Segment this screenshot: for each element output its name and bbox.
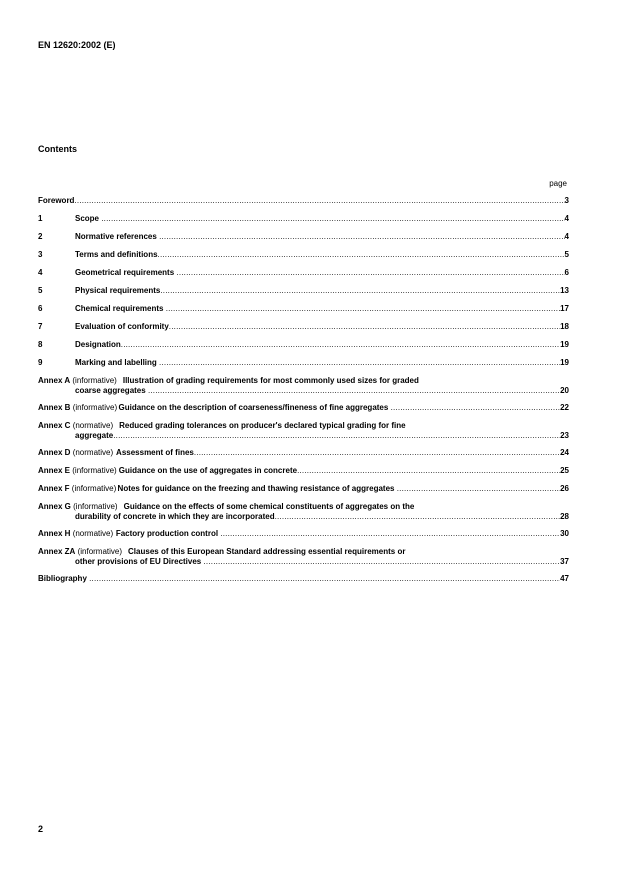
toc-entry-marking-and-labelling[interactable] bbox=[38, 358, 569, 368]
toc-entry-scope[interactable] bbox=[38, 214, 569, 224]
toc-number: 6 bbox=[38, 304, 43, 313]
toc-number: 4 bbox=[38, 268, 43, 277]
toc-page: 22 bbox=[560, 403, 569, 412]
toc-page: 26 bbox=[560, 484, 569, 493]
toc-number: 9 bbox=[38, 358, 43, 367]
toc-title-continuation: coarse aggregates bbox=[75, 386, 146, 395]
toc-page: 37 bbox=[560, 557, 569, 566]
annex-label: Annex D bbox=[38, 448, 71, 457]
toc-title: Assessment of fines bbox=[116, 448, 194, 457]
toc-page: 30 bbox=[560, 529, 569, 538]
toc-label: Bibliography bbox=[38, 574, 87, 583]
toc-page: 24 bbox=[560, 448, 569, 457]
toc-page: 6 bbox=[564, 268, 569, 277]
dot-leader bbox=[194, 448, 560, 458]
toc-entry-annex-b[interactable] bbox=[38, 403, 569, 413]
toc-number: 8 bbox=[38, 340, 43, 349]
toc-page: 25 bbox=[560, 466, 569, 475]
toc-title: Physical requirements bbox=[75, 286, 161, 295]
toc-title: Illustration of grading requirements for most commonly used sizes for graded bbox=[122, 376, 419, 385]
toc-page: 47 bbox=[560, 574, 569, 583]
toc-page: 23 bbox=[560, 431, 569, 440]
annex-label: Annex F bbox=[38, 484, 70, 493]
document-header: EN 12620:2002 (E) bbox=[38, 40, 116, 50]
toc-title: Clauses of this European Standard addressing essential requirements or bbox=[128, 547, 406, 556]
dot-leader bbox=[176, 268, 564, 278]
toc-page: 5 bbox=[564, 250, 569, 259]
annex-label: Annex A bbox=[38, 376, 71, 385]
contents-title: Contents bbox=[38, 144, 77, 154]
toc-entry-annex-za[interactable] bbox=[38, 547, 569, 567]
toc-entry-chemical-requirements[interactable] bbox=[38, 304, 569, 314]
dot-leader bbox=[160, 286, 560, 296]
toc-entry-annex-h[interactable] bbox=[38, 529, 569, 539]
toc-title: Notes for guidance on the freezing and thawing resistance of aggregates bbox=[117, 484, 395, 493]
annex-kind: (normative) bbox=[72, 421, 114, 430]
toc-number: 2 bbox=[38, 232, 43, 241]
toc-entry-annex-d[interactable] bbox=[38, 448, 569, 458]
dot-leader bbox=[166, 304, 560, 314]
dot-leader bbox=[148, 386, 560, 396]
annex-label: Annex C bbox=[38, 421, 71, 430]
annex-kind: (informative) bbox=[77, 547, 123, 556]
toc-entry-normative-references[interactable] bbox=[38, 232, 569, 242]
toc-entry-geometrical-requirements[interactable] bbox=[38, 268, 569, 278]
dot-leader bbox=[101, 214, 564, 224]
toc-page: 20 bbox=[560, 386, 569, 395]
dot-leader bbox=[297, 466, 560, 476]
toc-number: 3 bbox=[38, 250, 43, 259]
toc-entry-annex-e[interactable] bbox=[38, 466, 569, 476]
dot-leader bbox=[159, 232, 564, 242]
toc-number: 1 bbox=[38, 214, 43, 223]
dot-leader bbox=[275, 512, 561, 522]
toc-title: Factory production control bbox=[115, 529, 219, 538]
toc-page: 17 bbox=[560, 304, 569, 313]
dot-leader bbox=[220, 529, 560, 539]
page-number: 2 bbox=[38, 824, 44, 834]
toc-number: 7 bbox=[38, 322, 43, 331]
toc-page: 4 bbox=[564, 232, 569, 241]
annex-kind: (informative) bbox=[72, 376, 117, 385]
table-of-contents bbox=[38, 196, 569, 584]
toc-label: Foreword bbox=[38, 196, 75, 205]
dot-leader bbox=[391, 403, 561, 413]
toc-title: Guidance on the description of coarseness/fineness of fine aggregates bbox=[118, 403, 389, 412]
toc-title: Normative references bbox=[75, 232, 157, 241]
toc-entry-physical-requirements[interactable] bbox=[38, 286, 569, 296]
toc-title: Terms and definitions bbox=[75, 250, 158, 259]
dot-leader bbox=[204, 557, 561, 567]
annex-label: Annex E bbox=[38, 466, 71, 475]
annex-kind: (normative) bbox=[72, 448, 114, 457]
toc-page: 18 bbox=[560, 322, 569, 331]
toc-title: Reduced grading tolerances on producer's declared typical grading for fine bbox=[119, 421, 406, 430]
dot-leader bbox=[158, 250, 565, 260]
annex-label: Annex ZA bbox=[38, 547, 76, 556]
annex-kind: (normative) bbox=[72, 529, 114, 538]
toc-page: 19 bbox=[560, 358, 569, 367]
toc-entry-designation[interactable] bbox=[38, 340, 569, 350]
annex-kind: (informative) bbox=[73, 502, 118, 511]
annex-kind: (informative) bbox=[72, 466, 117, 475]
annex-kind: (informative) bbox=[72, 403, 118, 412]
toc-page: 28 bbox=[560, 512, 569, 521]
toc-entry-annex-c[interactable] bbox=[38, 421, 569, 441]
dot-leader bbox=[74, 196, 564, 206]
toc-title: Guidance on the use of aggregates in concrete bbox=[118, 466, 298, 475]
toc-title: Designation bbox=[75, 340, 121, 349]
toc-page: 3 bbox=[564, 196, 569, 205]
toc-entry-terms-and-definitions[interactable] bbox=[38, 250, 569, 260]
toc-title: Evaluation of conformity bbox=[75, 322, 169, 331]
toc-entry-annex-g[interactable] bbox=[38, 502, 569, 522]
toc-page: 19 bbox=[560, 340, 569, 349]
dot-leader bbox=[89, 574, 560, 584]
page-column-label: page bbox=[549, 179, 567, 188]
dot-leader bbox=[113, 431, 560, 441]
toc-entry-evaluation-of-conformity[interactable] bbox=[38, 322, 569, 332]
toc-title: Scope bbox=[75, 214, 100, 223]
dot-leader bbox=[397, 484, 560, 494]
dot-leader bbox=[169, 322, 560, 332]
toc-page: 13 bbox=[560, 286, 569, 295]
toc-number: 5 bbox=[38, 286, 43, 295]
annex-kind: (informative) bbox=[71, 484, 117, 493]
toc-title-continuation: aggregate bbox=[75, 431, 114, 440]
toc-title: Guidance on the effects of some chemical constituents of aggregates on the bbox=[123, 502, 415, 511]
toc-title-continuation: durability of concrete in which they are incorporated bbox=[75, 512, 275, 521]
toc-page: 4 bbox=[564, 214, 569, 223]
dot-leader bbox=[159, 358, 560, 368]
toc-entry-annex-a[interactable] bbox=[38, 376, 569, 396]
dot-leader bbox=[121, 340, 560, 350]
toc-title-continuation: other provisions of EU Directives bbox=[75, 557, 202, 566]
toc-title: Chemical requirements bbox=[75, 304, 164, 313]
annex-label: Annex H bbox=[38, 529, 71, 538]
toc-title: Geometrical requirements bbox=[75, 268, 175, 277]
toc-entry-bibliography[interactable] bbox=[38, 574, 569, 584]
toc-title: Marking and labelling bbox=[75, 358, 157, 367]
annex-label: Annex G bbox=[38, 502, 71, 511]
toc-entry-foreword[interactable] bbox=[38, 196, 569, 206]
annex-label: Annex B bbox=[38, 403, 71, 412]
toc-entry-annex-f[interactable] bbox=[38, 484, 569, 494]
